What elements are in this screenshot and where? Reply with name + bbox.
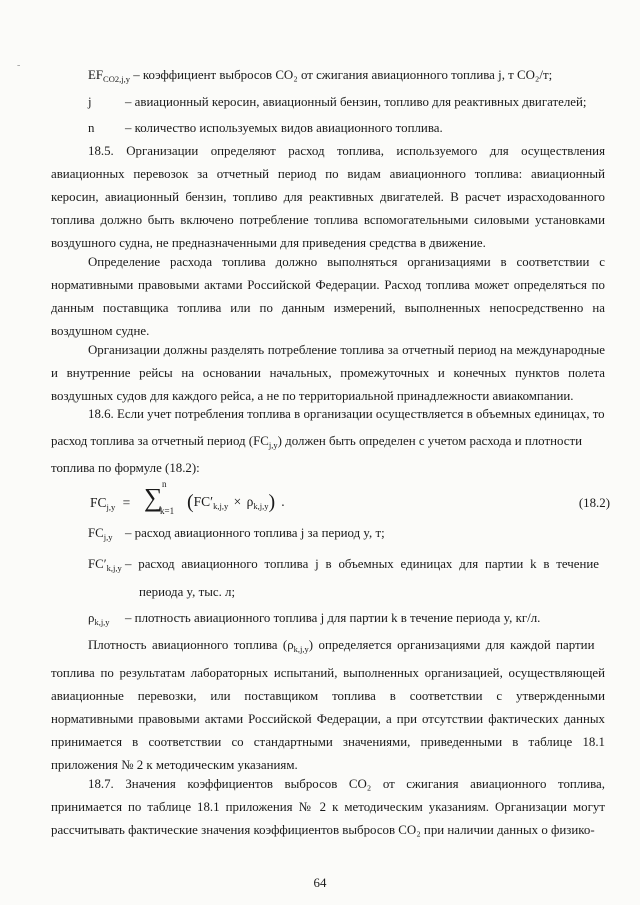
formula-lhs: $FC_{j,y}$ = bbox=[90, 495, 131, 512]
n-text: – количество используемых видов авиационного топлива. bbox=[125, 121, 443, 135]
ef-text: – коэффициент выбросов CO₂ от сжигания авиационного топлива j, т CO₂/т; bbox=[129, 68, 553, 82]
paragraph-18-7: 18.7. Значения коэффициентов выбросов CO₂ от сжигания авиационного топлива, принимается по таблице 18.1 приложения № 2 к методическим указаниям. Организации могут рассчитывать фактические значения коэффициентов выбросов CO₂ при наличии данных о физико- bbox=[51, 777, 605, 837]
density-paragraph-rest: топлива по результатам лабораторных испытаний, выполненных организацией, осуществляющей авиационные перевозки, или поставщиком топлива в соответствии с утвержденными нормативными правовыми актами Российской Федерации, а при отсутствии фактических данных принимается в соответствии со стандартными значениями, приведенными в таблице 18.1 приложения № 2 к методическим указаниям. bbox=[51, 666, 605, 772]
sum-sign: ∑ n k=1 bbox=[144, 479, 175, 516]
j-symbol: j bbox=[88, 95, 92, 109]
formula-rhs: $(FC'_{k,j,y} \times \rho_{k,j,y})$ . bbox=[187, 491, 285, 513]
formula-18-2 bbox=[90, 479, 610, 527]
document-page: - $EF_{CO2,j,y}$ – коэффициент выбросов CO₂ от сжигания авиационного топлива j, т CO₂/т; j – авиационный керосин, авиационный бензин, топливо для реактивных двигателей; n – количество используемых видов авиационного топлива. 18.5. Организации определяют расход топлива, используемого для осуществления авиационных перевозок за отчетный период по видам авиационного топлива: авиационный керосин, авиационный бензин, топливо для реактивных двигателей. В расчет израсходованного топлива должно быть включено потребление топлива вспомогательными силовыми установками воздушного судна, не предназначенными для приведения средства в движение. Определение расхода топлива должно выполняться организациями в соответствии с нормативными правовыми актами Российской Федерации. Расход топлива может определяться по данным поставщика топлива или по данным измерений, выполненных непосредственно на воздушном судне. Организации должны разделять потребление топлива за отчетный период на международные и внутренние рейсы на основании начальных, промежуточных и конечных пунктов полета воздушных судов для каждого рейса, а не по территориальной принадлежности авиакомпании. 18.6. Если учет потребления топлива в организации осуществляется в объемных единицах, то расход топлива за отчетный период $(FC_{j,y})$ должен быть определен с учетом расхода и плотности топлива по формуле (18.2): $FC_{j,y}$ = ∑ n k=1 $(FC'_{k,j,y} \times \rho_{k,j,y})$ . (18.2) $FC_{j,y}$ – расход авиационного топлива j за период y, т; $FC'_{k,j,y}$ – расход авиационного топлива j в объемных единицах для партии k в течение периода y, тыс. л; $\rho_{k,j,y}$ – плотность авиационного топлива j для партии k в течение периода y, кг/л. Плотность авиационного топлива $(\rho_{k,j,y})$ определяется организациями для каждой партии топлива по результатам лабораторных испытаний, выполненных организацией, осуществляющей авиационные перевозки, или поставщиком топлива в соответствии с утвержденными нормативными правовыми актами Российской Федерации, а при отсутствии фактических данных принимается в соответствии со стандартными значениями, приведенными в таблице 18.1 приложения № 2 к методическим указаниям. 18.7. Значения коэффициентов выбросов CO₂ от сжигания авиационного топлива, принимается по таблице 18.1 приложения № 2 к методическим указаниям. Организации могут рассчитывать фактические значения коэффициентов выбросов CO₂ при наличии данных о физико- 64 bbox=[0, 0, 640, 905]
page-number: 64 bbox=[313, 876, 327, 890]
ef-symbol: EF bbox=[88, 68, 104, 82]
paragraph-18-6-line3: топлива по формуле (18.2): bbox=[51, 461, 200, 475]
n-symbol: n bbox=[88, 121, 95, 135]
margin-mark: - bbox=[17, 60, 21, 71]
j-text: – авиационный керосин, авиационный бензин, топливо для реактивных двигателей; bbox=[125, 95, 587, 109]
paragraph-18-6-line1: 18.6. Если учет потребления топлива в организации осуществляется в объемных единицах, то bbox=[88, 407, 605, 421]
paragraph-flight-split: Организации должны разделять потребление топлива за отчетный период на международные и внутренние рейсы на основании начальных, промежуточных и конечных пунктов полета воздушных судов для каждого рейса, а не по территориальной принадлежности авиакомпании. bbox=[51, 343, 605, 403]
paragraph-18-6-line2: расход топлива за отчетный период $(FC_{j,y})$ должен быть определен с учетом расхода и плотности bbox=[51, 434, 583, 450]
ef-subscript: CO2,j,y bbox=[103, 74, 130, 84]
ef-definition bbox=[51, 64, 605, 87]
density-line1: Плотность авиационного топлива $(\rho_{k,j,y})$ определяется организациями для каждой партии bbox=[88, 638, 595, 654]
paragraph-18-5: 18.5. Организации определяют расход топлива, используемого для осуществления авиационных перевозок за отчетный период по видам авиационного топлива: авиационный керосин, авиационный бензин, топливо для реактивных двигателей. В расчет израсходованного топлива должно быть включено потребление топлива вспомогательными силовыми установками воздушного судна, не предназначенными для приведения средства в движение. bbox=[51, 144, 605, 250]
paragraph-fuel-determination: Определение расхода топлива должно выполняться организациями в соответствии с нормативными правовыми актами Российской Федерации. Расход топлива может определяться по данным поставщика топлива или по данным измерений, выполненных непосредственно на воздушном судне. bbox=[51, 255, 605, 338]
formula-number: (18.2) bbox=[578, 496, 610, 510]
